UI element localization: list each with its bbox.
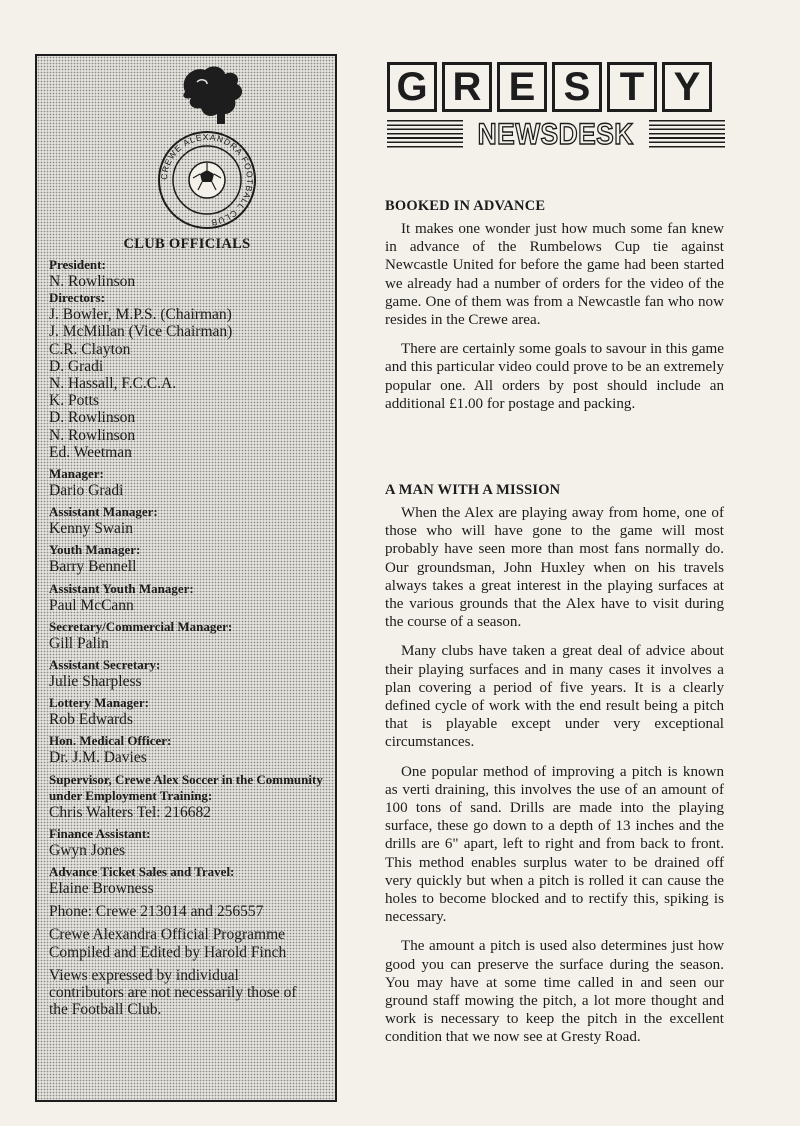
disclaimer-line: contributors are not necessarily those of (49, 984, 297, 1002)
official-group (49, 733, 325, 766)
article-paragraph: The amount a pitch is used also determines just how good you can preserve the surface during the season. You may have at some time called in and seen our ground staff mowing the pitch, a lot more thought and work is necessary to keep the pitch in the excellent condition that we now see at Gresty Road. (385, 938, 724, 1046)
article-man-with-a-mission (385, 482, 724, 1058)
official-name: K. Potts (49, 392, 99, 410)
article-title: BOOKED IN ADVANCE (385, 198, 546, 214)
official-name: N. Rowlinson (49, 426, 136, 444)
official-group (49, 864, 325, 897)
gresty-newsdesk-masthead (387, 62, 725, 150)
disclaimer-line: the Football Club. (49, 1001, 162, 1019)
official-name: Gill Palin (49, 634, 109, 652)
official-name: Chris Walters Tel: 216682 (49, 803, 211, 821)
official-name: Ed. Weetman (49, 443, 132, 461)
crest-text: CREWE ALEXANDRA FOOTBALL CLUB (158, 131, 256, 228)
programme-line: Crewe Alexandra Official Programme (49, 926, 286, 944)
official-name: Kenny Swain (49, 520, 133, 538)
official-name: J. Bowler, M.P.S. (Chairman) (49, 306, 232, 324)
official-name: Elaine Browness (49, 880, 154, 898)
official-role: Manager: (49, 466, 104, 482)
club-crest-logo (145, 62, 283, 232)
official-role: Lottery Manager: (49, 695, 149, 711)
official-role: Finance Assistant: (49, 825, 151, 841)
article-paragraph: Many clubs have taken a great deal of advice about their playing surfaces and in many cases it involves a plan covering a period of five years. It is a clearly defined cycle of work with the end result being a pitch that is playable except under very exceptional circumstances. (385, 643, 724, 751)
club-officials-heading: CLUB OFFICIALS (123, 236, 251, 252)
officials-list (49, 257, 325, 897)
official-role: President: (49, 257, 106, 272)
article-paragraph: It makes one wonder just how much some fan knew in advance of the Rumbelows Cup tie against Newcastle United for before the game had been started we already had a number of orders for the video of the game. One of them was from a Newcastle fan who now resides in the Crewe area. (385, 221, 724, 329)
official-group (49, 257, 325, 290)
programme-credit (49, 926, 325, 960)
official-name: Dario Gradi (49, 482, 124, 500)
official-group (49, 542, 325, 575)
official-group (49, 826, 325, 859)
official-name: Paul McCann (49, 596, 134, 614)
official-role: Youth Manager: (49, 542, 141, 558)
phone-line: Phone: Crewe 213014 and 256557 (49, 903, 264, 921)
official-name: J. McMillan (Vice Chairman) (49, 323, 233, 341)
official-name: C.R. Clayton (49, 340, 131, 358)
programme-line: Compiled and Edited by Harold Finch (49, 943, 287, 961)
disclaimer-line: Views expressed by individual (49, 966, 239, 984)
official-role: Directors: (49, 290, 106, 306)
official-name: Gwyn Jones (49, 841, 126, 859)
article-paragraph: There are certainly some goals to savour in this game and this particular video could prove to be an extremely popular one. All orders by post should include an additional £1.00 for postage and packing. (385, 341, 724, 412)
official-name: D. Rowlinson (49, 409, 136, 427)
stripes-right (649, 120, 725, 150)
official-name: D. Gradi (49, 357, 104, 375)
official-role: Supervisor, Crewe Alex Soccer in the Community under Employment Training: (49, 771, 323, 803)
article-title: A MAN WITH A MISSION (385, 482, 561, 498)
official-role: Secretary/Commercial Manager: (49, 618, 233, 634)
disclaimer (49, 967, 325, 1019)
official-role: Advance Ticket Sales and Travel: (49, 864, 235, 880)
club-officials-panel (35, 54, 337, 1102)
masthead-letter: S (552, 62, 602, 112)
official-group (49, 581, 325, 614)
official-role: Assistant Youth Manager: (49, 580, 194, 596)
official-group (49, 619, 325, 652)
official-group (49, 504, 325, 537)
official-group (49, 466, 325, 499)
article-paragraph: One popular method of improving a pitch is known as verti draining, this involves the use of an amount of 100 tons of sand. Drills are made into the playing surface, these go down to a depth of 13 inches and the drills are 6" apart, left to right and from back to front. This method enables surplus water to be drained off very quickly but when a pitch is rolled it can cause the holes to become blocked and to rectify this, spiking is necessary. (385, 763, 724, 926)
official-name: N. Rowlinson (49, 273, 136, 290)
masthead-letter: G (387, 62, 437, 112)
official-group (49, 290, 325, 461)
official-name: Dr. J.M. Davies (49, 749, 147, 767)
masthead-letter: Y (662, 62, 712, 112)
official-group (49, 695, 325, 728)
official-group (49, 657, 325, 690)
masthead-letter: T (607, 62, 657, 112)
masthead-letter: R (442, 62, 492, 112)
official-role: Hon. Medical Officer: (49, 733, 172, 749)
newsdesk-row (387, 120, 725, 150)
masthead-letters (387, 62, 725, 112)
newsdesk-subtitle: NEWSDESK (477, 118, 635, 151)
official-group (49, 772, 325, 821)
article-booked-in-advance (385, 198, 724, 424)
official-role: Assistant Secretary: (49, 657, 161, 673)
stripes-left (387, 120, 463, 150)
masthead-letter: E (497, 62, 547, 112)
official-name: Rob Edwards (49, 711, 133, 729)
official-name: Barry Bennell (49, 558, 137, 576)
official-name: N. Hassall, F.C.C.A. (49, 375, 177, 393)
official-name: Julie Sharpless (49, 673, 142, 691)
article-paragraph: When the Alex are playing away from home, one of those who will have gone to the game will most probably have seen more than most fans normally do. Our groundsman, John Huxley when on his travels always takes a great interest in the playing surfaces at the various grounds that the Alex have to visit during the course of a season. (385, 505, 724, 631)
official-role: Assistant Manager: (49, 504, 158, 520)
